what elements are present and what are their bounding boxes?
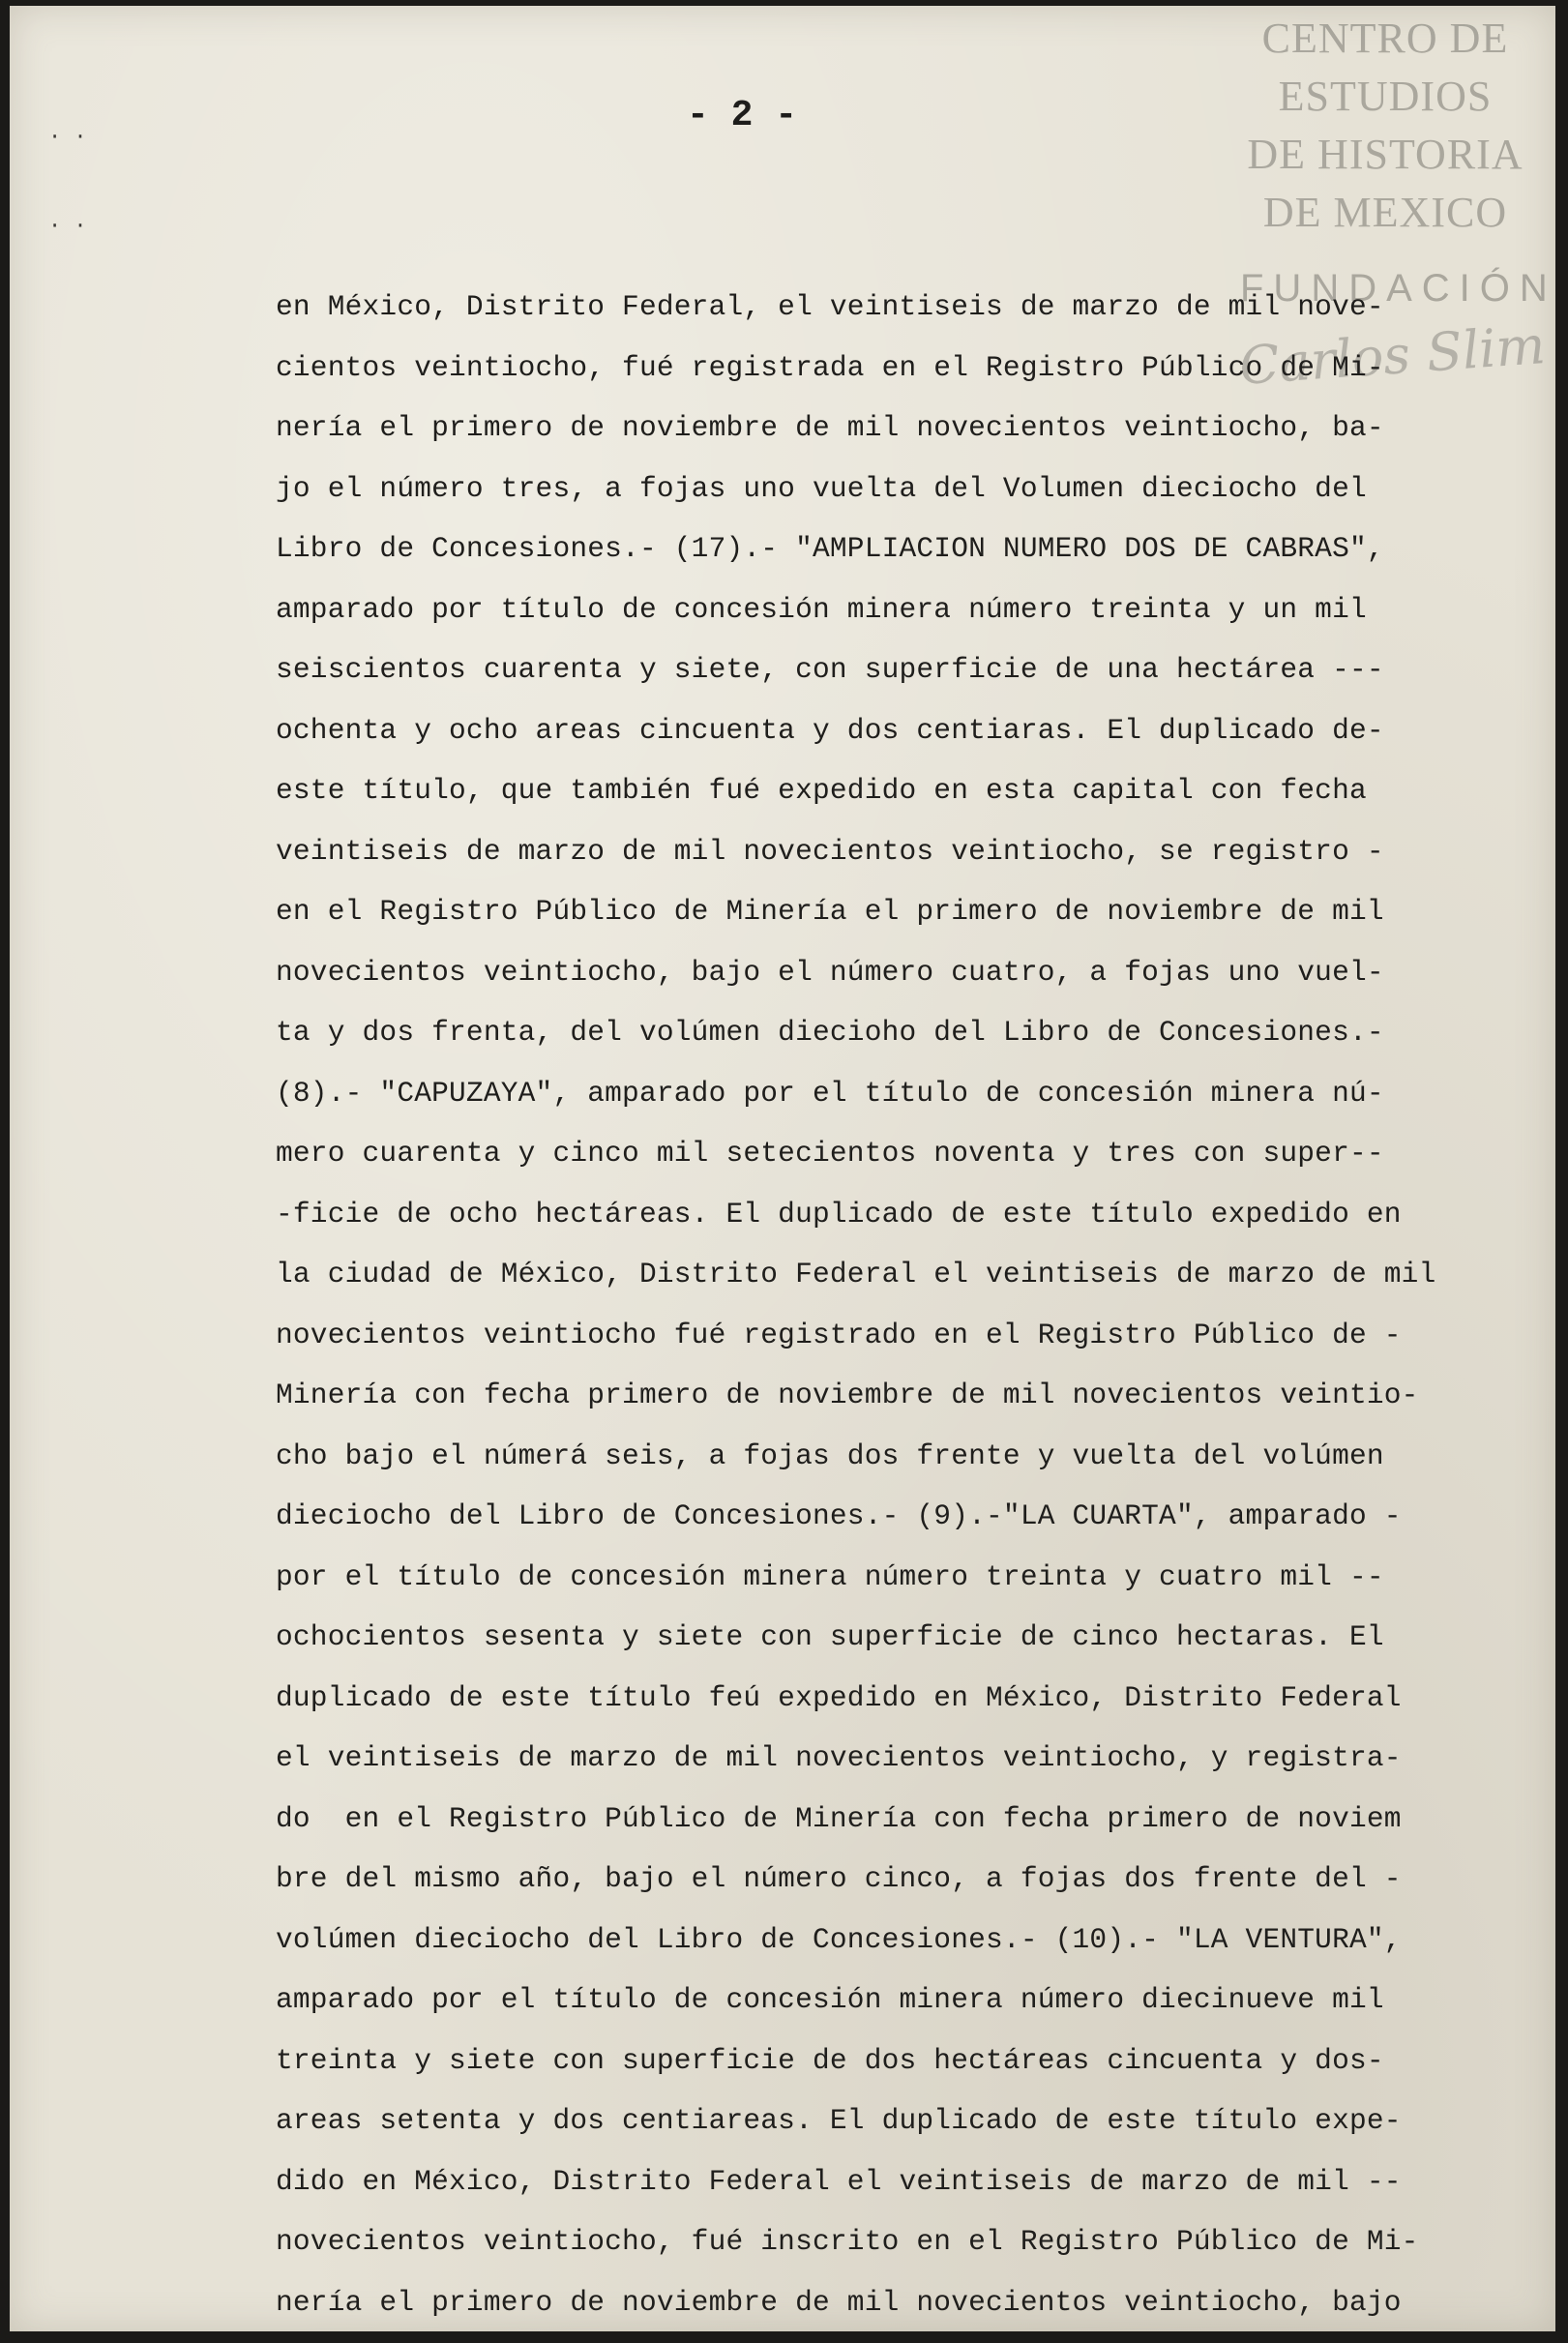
text-line: novecientos veintiocho, fué inscrito en el Registro Público de Mi- bbox=[276, 2225, 1419, 2258]
watermark-signature: Carlos Slim bbox=[1237, 314, 1548, 397]
text-line: ta y dos frenta, del volúmen diecioho del Libro de Concesiones.- bbox=[276, 1016, 1384, 1049]
text-line: seiscientos cuarenta y siete, con superficie de una hectárea --- bbox=[276, 653, 1384, 686]
watermark-line-4: DE MEXICO bbox=[1262, 189, 1508, 236]
text-line: este título, que también fué expedido en esta capital con fecha bbox=[276, 774, 1367, 807]
text-line: en México, Distrito Federal, el veintiseis de marzo de mil nove- bbox=[276, 290, 1384, 323]
text-line: -ficie de ocho hectáreas. El duplicado de este título expedido en bbox=[276, 1197, 1402, 1231]
typed-body-text bbox=[276, 277, 1494, 2332]
document-page bbox=[10, 6, 1555, 2331]
text-line: (8).- "CAPUZAYA", amparado por el título de concesión minera nú- bbox=[276, 1076, 1384, 1110]
text-line: ochenta y ocho areas cincuenta y dos centiaras. El duplicado de- bbox=[276, 713, 1384, 747]
text-line: cientos veintiocho, fué registrada en el Registro Público de Mi- bbox=[276, 350, 1384, 384]
text-line: cho bajo el númerá seis, a fojas dos frente y vuelta del volúmen bbox=[276, 1438, 1384, 1472]
text-line: bre del mismo año, bajo el número cinco, a fojas dos frente del - bbox=[276, 1862, 1402, 1895]
text-line: treinta y siete con superficie de dos hectáreas cincuenta y dos- bbox=[276, 2043, 1384, 2077]
text-line: dido en México, Distrito Federal el veintiseis de marzo de mil -- bbox=[276, 2164, 1402, 2198]
text-line: novecientos veintiocho fué registrado en el Registro Público de - bbox=[276, 1318, 1402, 1351]
text-line: amparado por título de concesión minera número treinta y un mil bbox=[276, 592, 1367, 626]
text-line: jo el número tres, a fojas uno vuelta del Volumen dieciocho del bbox=[276, 471, 1367, 505]
text-line: areas setenta y dos centiareas. El duplicado de este título expe- bbox=[276, 2104, 1402, 2137]
paper-specks: · · · · bbox=[48, 125, 87, 238]
text-line: en el Registro Público de Minería el primero de noviembre de mil bbox=[276, 895, 1384, 928]
text-line: por el título de concesión minera número treinta y cuatro mil -- bbox=[276, 1559, 1384, 1593]
page-number: - 2 - bbox=[687, 95, 798, 136]
text-line: el veintiseis de marzo de mil novecientos veintiocho, y registra- bbox=[276, 1741, 1402, 1774]
text-line: do en el Registro Público de Minería con fecha primero de noviem bbox=[276, 1801, 1402, 1835]
text-line: nería el primero de noviembre de mil novecientos veintiocho, ba- bbox=[276, 411, 1384, 444]
text-line: Minería con fecha primero de noviembre de mil novecientos veintio- bbox=[276, 1379, 1419, 1411]
watermark-line-2: ESTUDIOS bbox=[1278, 73, 1493, 120]
text-line: volúmen dieciocho del Libro de Concesiones.- (10).- "LA VENTURA", bbox=[276, 1922, 1402, 1956]
text-line: dieciocho del Libro de Concesiones.- (9).-"LA CUARTA", amparado - bbox=[276, 1499, 1402, 1532]
archive-watermark bbox=[1240, 10, 1557, 317]
text-line: veintiseis de marzo de mil novecientos veintiocho, se registro - bbox=[276, 834, 1384, 868]
text-line: ochocientos sesenta y siete con superficie de cinco hectaras. El bbox=[276, 1620, 1384, 1653]
text-line: novecientos veintiocho, bajo el número cuatro, a fojas uno vuel- bbox=[276, 955, 1384, 989]
watermark-line-1: CENTRO DE bbox=[1261, 15, 1509, 62]
watermark-foundation: FUNDACIÓN bbox=[1240, 267, 1557, 310]
watermark-line-3: DE HISTORIA bbox=[1247, 131, 1524, 178]
text-line: duplicado de este título feú expedido en México, Distrito Federal bbox=[276, 1680, 1402, 1714]
text-line: nería el primero de noviembre de mil novecientos veintiocho, bajo bbox=[276, 2285, 1402, 2319]
text-line: mero cuarenta y cinco mil setecientos noventa y tres con super-- bbox=[276, 1137, 1384, 1170]
text-line: Libro de Concesiones.- (17).- "AMPLIACION NUMERO DOS DE CABRAS", bbox=[276, 532, 1384, 565]
text-line: la ciudad de México, Distrito Federal el veintiseis de marzo de mil bbox=[276, 1258, 1436, 1290]
text-line: amparado por el título de concesión minera número diecinueve mil bbox=[276, 1983, 1384, 2016]
